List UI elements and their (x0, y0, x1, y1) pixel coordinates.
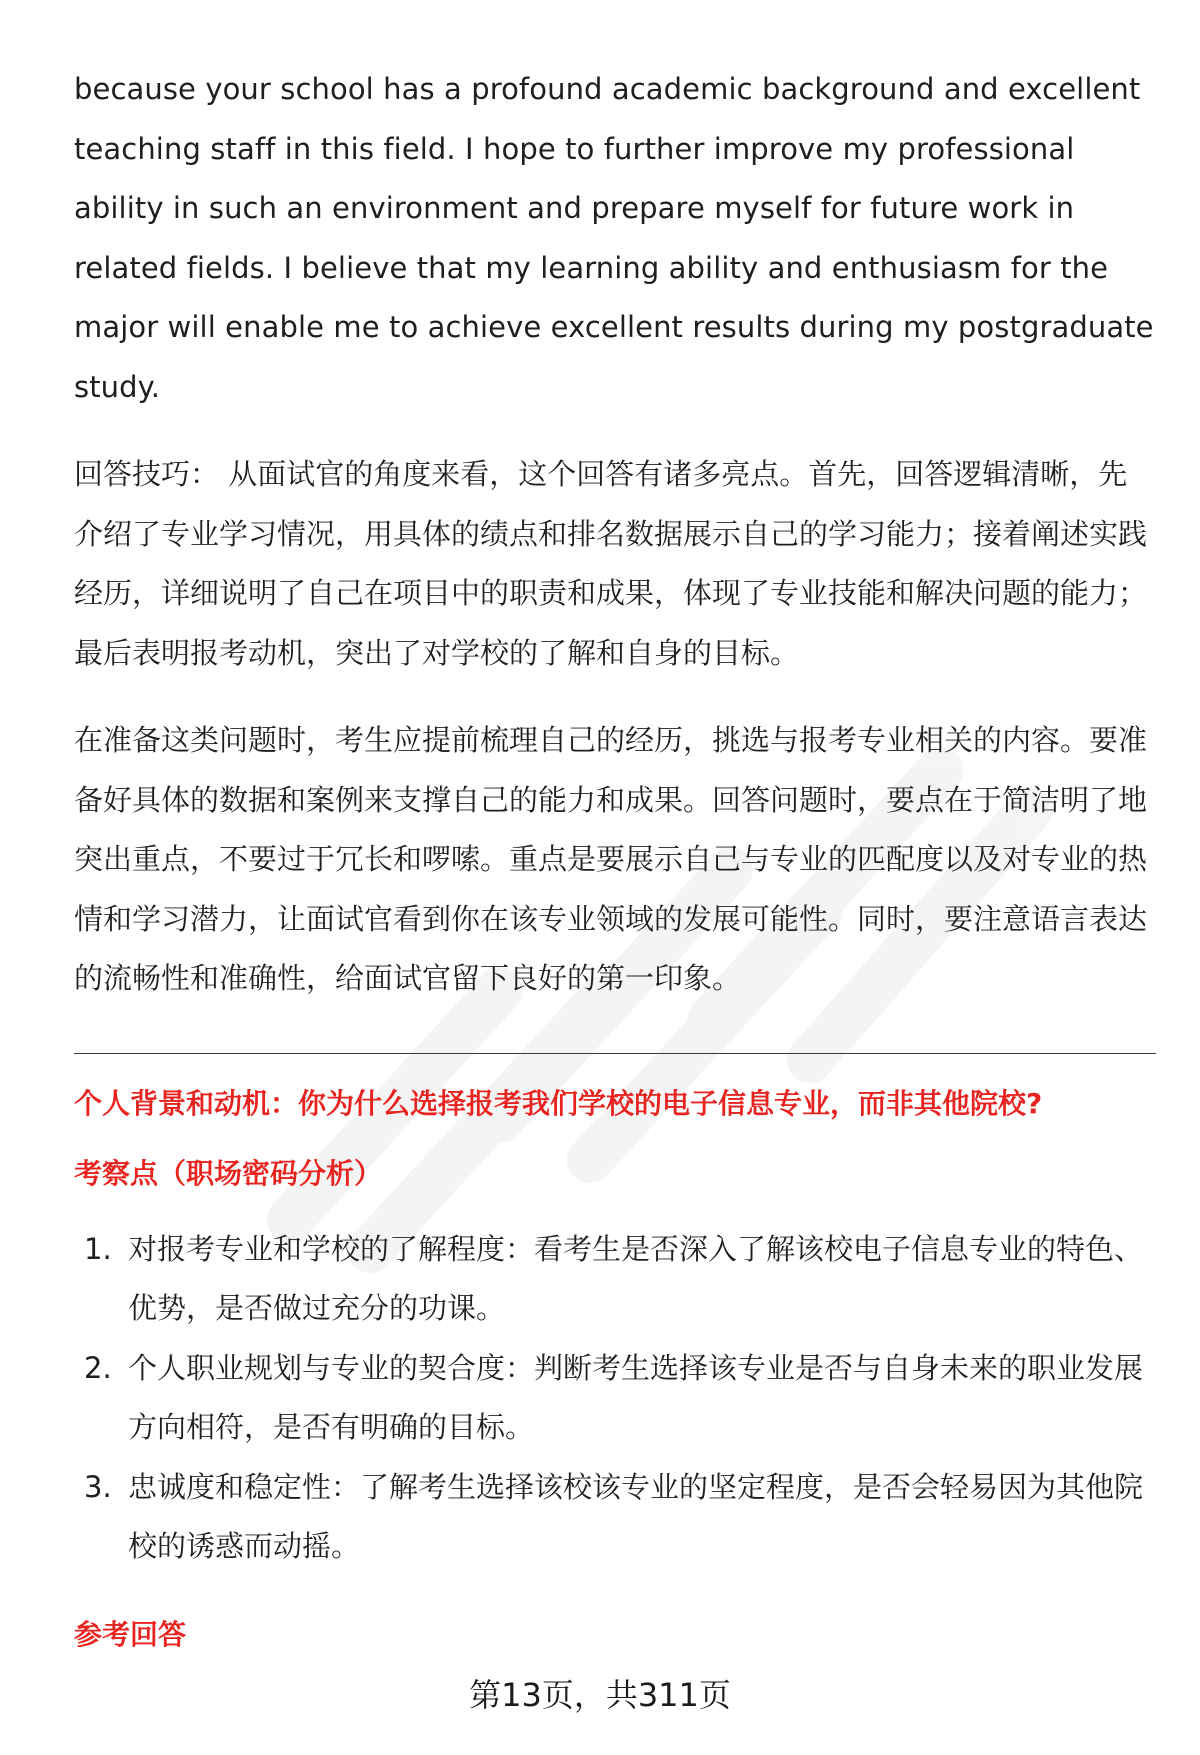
list-item-text: 忠诚度和稳定性：了解考生选择该校该专业的坚定程度，是否会轻易因为其他院校的诱惑而动摇。 (128, 1469, 1144, 1563)
reference-answer-title: 参考回答 (74, 1617, 187, 1651)
list-item (74, 1220, 1156, 1339)
exam-points-list (74, 1220, 1156, 1577)
intro-english-paragraph: because your school has a profound academic background and excellent teaching staff in this field. I hope to further improve my professional ability in such an environment and prepare myself for future work in related fields. I believe that my learning ability and enthusiasm for the major will enable me to achieve excellent results during my postgraduate study. (74, 72, 1154, 404)
list-item-number: 1. (84, 1231, 112, 1266)
list-item (74, 1339, 1156, 1458)
preparation-advice-paragraph: 在准备这类问题时，考生应提前梳理自己的经历，挑选与报考专业相关的内容。要准备好具体的数据和案例来支撑自己的能力和成果。回答问题时，要点在于简洁明了地突出重点，不要过于冗长和啰嗦。重点是要展示自己与专业的匹配度以及对专业的热情和学习潜力，让面试官看到你在该专业领域的发展可能性。同时，要注意语言表达的流畅性和准确性，给面试官留下良好的第一印象。 (74, 723, 1148, 995)
question-title: 个人背景和动机：你为什么选择报考我们学校的电子信息专业，而非其他院校? (74, 1086, 1043, 1120)
answer-tips-paragraph: 回答技巧： 从面试官的角度来看，这个回答有诸多亮点。首先，回答逻辑清晰，先介绍了专业学习情况，用具体的绩点和排名数据展示自己的学习能力；接着阐述实践经历，详细说明了自己在项目中的职责和成果，体现了专业技能和解决问题的能力；最后表明报考动机，突出了对学校的了解和自身的目标。 (74, 457, 1148, 670)
list-item-number: 3. (84, 1469, 112, 1504)
page-footer: 第13页，共311页 (469, 1676, 731, 1714)
list-item (74, 1458, 1156, 1577)
section-divider (74, 1053, 1156, 1054)
list-item-text: 对报考专业和学校的了解程度：看考生是否深入了解该校电子信息专业的特色、优势，是否做过充分的功课。 (128, 1231, 1144, 1325)
exam-points-title: 考察点（职场密码分析） (74, 1156, 383, 1190)
document-page (74, 60, 1156, 1655)
list-item-text: 个人职业规划与专业的契合度：判断考生选择该专业是否与自身未来的职业发展方向相符，是否有明确的目标。 (128, 1350, 1144, 1444)
list-item-number: 2. (84, 1350, 112, 1385)
